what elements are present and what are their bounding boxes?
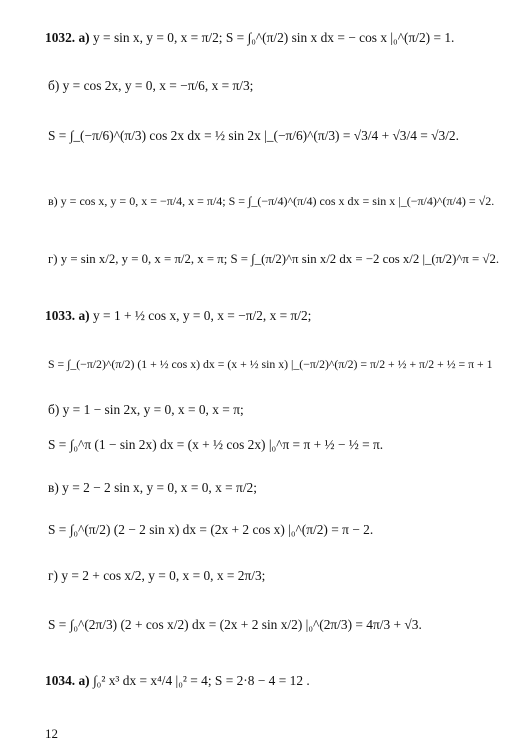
problem-1034a <box>45 673 310 689</box>
problem-1032v <box>48 193 494 209</box>
problem-label: г) <box>48 568 58 583</box>
problem-1032g <box>48 251 499 267</box>
solution-text: S = ∫_(−π/6)^(π/3) cos 2x dx = ½ sin 2x |_(−π/6)^(π/3) = √3/4 + √3/4 = √3/2. <box>48 128 459 143</box>
problem-1032b <box>48 78 253 94</box>
problem-text: y = sin x/2, y = 0, x = π/2, x = π; S = ∫_(π/2)^π sin x/2 dx = −2 cos x/2 |_(π/2)^π = √2. <box>60 252 500 266</box>
solution-1032b <box>48 128 459 144</box>
problem-text: y = sin x, y = 0, x = π/2; S = ∫₀^(π/2) sin x dx = − cos x |₀^(π/2) = 1. <box>93 30 455 45</box>
solution-text: S = ∫₀^(π/2) (2 − 2 sin x) dx = (2x + 2 cos x) |₀^(π/2) = π − 2. <box>48 522 374 537</box>
problem-label: б) <box>48 78 60 93</box>
solution-1033g <box>48 617 422 633</box>
problem-text: y = cos 2x, y = 0, x = −π/6, x = π/3; <box>62 78 254 93</box>
solution-1033v <box>48 522 373 538</box>
problem-1033g <box>48 568 265 584</box>
solution-text: S = ∫₀^(2π/3) (2 + cos x/2) dx = (2x + 2 sin x/2) |₀^(2π/3) = 4π/3 + √3. <box>48 617 422 632</box>
problem-text: y = 2 − 2 sin x, y = 0, x = 0, x = π/2; <box>62 480 257 495</box>
solution-1033b <box>48 437 383 453</box>
problem-label: б) <box>48 402 60 417</box>
problem-text: y = 2 + cos x/2, y = 0, x = 0, x = 2π/3; <box>61 568 266 583</box>
problem-label: 1033. а) <box>45 308 90 323</box>
solution-text: S = ∫_(−π/2)^(π/2) (1 + ½ cos x) dx = (x + ½ sin x) |_(−π/2)^(π/2) = π/2 + ½ + π/2 + ½ = π + 1 <box>48 357 493 371</box>
problem-1032a <box>45 30 454 46</box>
problem-text: y = 1 + ½ cos x, y = 0, x = −π/2, x = π/2; <box>93 308 312 323</box>
problem-1033v <box>48 480 257 496</box>
solution-1033a <box>48 356 493 372</box>
problem-text: y = cos x, y = 0, x = −π/4, x = π/4; S = ∫_(−π/4)^(π/4) cos x dx = sin x |_(−π/4)^(π/4) = √2. <box>60 194 495 208</box>
problem-label: в) <box>48 194 58 208</box>
problem-label: 1034. а) <box>45 673 90 688</box>
problem-label: г) <box>48 252 58 266</box>
solution-text: S = ∫₀^π (1 − sin 2x) dx = (x + ½ cos 2x) |₀^π = π + ½ − ½ = π. <box>48 437 384 452</box>
problem-text: y = 1 − sin 2x, y = 0, x = 0, x = π; <box>62 402 244 417</box>
problem-label: 1032. а) <box>45 30 90 45</box>
page-number: 12 <box>45 726 58 741</box>
problem-1033b <box>48 402 244 418</box>
problem-1033a <box>45 308 311 324</box>
problem-label: в) <box>48 480 59 495</box>
problem-text: ∫₀² x³ dx = x⁴/4 |₀² = 4; S = 2·8 − 4 = 12 . <box>93 673 310 688</box>
